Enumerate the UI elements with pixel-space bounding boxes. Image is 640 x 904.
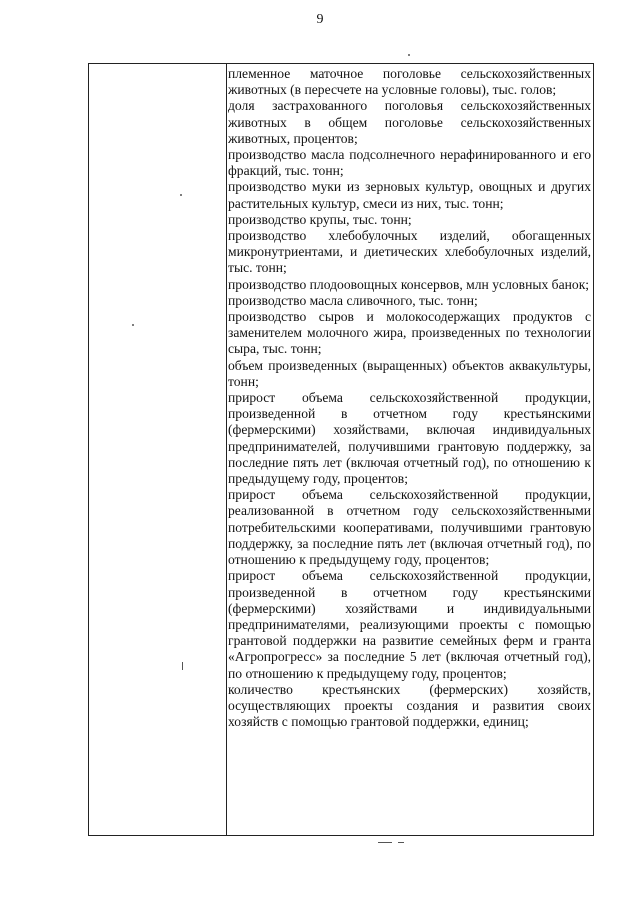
indicator-paragraph: производство сыров и молокосодержащих продуктов с заменителем молочного жира, произведенных по технологии сыра, тыс. тонн;	[228, 309, 591, 357]
scan-speck	[180, 194, 182, 196]
indicator-paragraph: прирост объема сельскохозяйственной продукции, произведенной в отчетном году крестьянскими (фермерскими) хозяйствами и индивидуальными предпринимателями, реализующими проекты с помощью грантовой поддержки на развитие семейных ферм и гранта «Агропрогресс» за последние 5 лет (включая отчетный год), по отношению к предыдущему году, процентов;	[228, 568, 591, 681]
indicator-paragraph: племенное маточное поголовье сельскохозяйственных животных (в пересчете на условные головы), тыс. голов;	[228, 66, 591, 98]
indicator-paragraph: производство масла сливочного, тыс. тонн;	[228, 292, 478, 308]
indicator-table	[88, 63, 594, 836]
scan-speck	[408, 54, 410, 56]
indicator-paragraph: производство крупы, тыс. тонн;	[228, 211, 412, 227]
page-number: 9	[316, 12, 324, 27]
table-cell-right	[228, 66, 591, 730]
indicator-paragraph: объем произведенных (выращенных) объектов аквакультуры, тонн;	[228, 357, 591, 389]
indicator-paragraph: прирост объема сельскохозяйственной продукции, произведенной в отчетном году крестьянскими (фермерскими) хозяйствами, включая индивидуальных предпринимателей, получившими грантовую поддержку, за последние пять лет (включая отчетный год), по отношению к предыдущему году, процентов;	[228, 390, 591, 487]
indicator-paragraph: прирост объема сельскохозяйственной продукции, реализованной в отчетном году сельскохозяйственными потребительскими кооперативами, получившими грантовую поддержку, за последние пять лет (включая отчетный год), по отношению к предыдущему году, процентов;	[228, 487, 591, 568]
indicator-paragraph: производство хлебобулочных изделий, обогащенных микронутриентами, и диетических хлебобулочных изделий, тыс. тонн;	[228, 228, 591, 276]
table-cell-left	[89, 64, 227, 835]
indicator-paragraph: производство муки из зерновых культур, овощных и других растительных культур, смеси из них, тыс. тонн;	[228, 179, 591, 211]
indicator-paragraph: производство масла подсолнечного нерафинированного и его фракций, тыс. тонн;	[228, 147, 591, 179]
scan-speck	[182, 662, 183, 670]
scan-speck	[132, 324, 134, 326]
scan-speck	[378, 842, 392, 843]
indicator-paragraph: количество крестьянских (фермерских) хозяйств, осуществляющих проекты создания и развития своих хозяйств с помощью грантовой поддержки, единиц;	[228, 681, 591, 730]
indicator-paragraph: производство плодоовощных консервов, млн условных банок;	[228, 276, 590, 292]
indicator-paragraph: доля застрахованного поголовья сельскохозяйственных животных в общем поголовье сельскохозяйственных животных, процентов;	[228, 98, 591, 146]
scan-speck	[398, 842, 404, 843]
